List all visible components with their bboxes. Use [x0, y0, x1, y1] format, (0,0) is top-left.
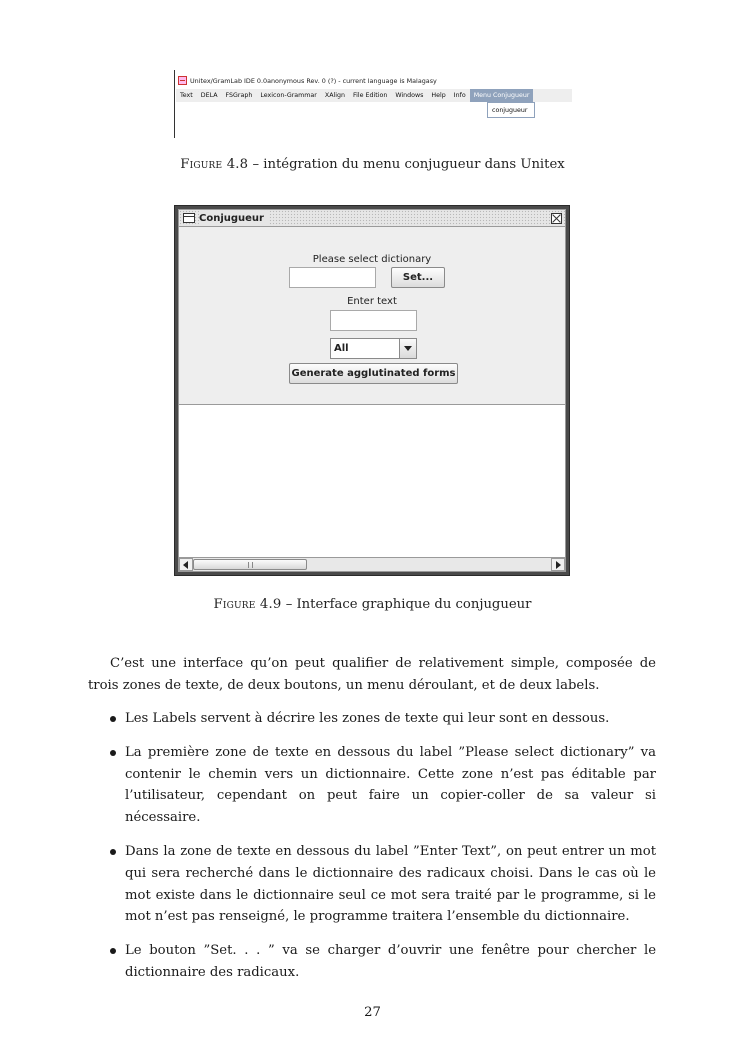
menu-info[interactable]: Info — [453, 92, 466, 99]
menu-fsgraph[interactable]: FSGraph — [225, 92, 253, 99]
page-number: 27 — [364, 1005, 381, 1020]
list-item — [88, 742, 656, 829]
filter-dropdown[interactable] — [330, 338, 417, 359]
caption-label: Figure 4.8 — [180, 157, 249, 172]
conjugueur-title-bar[interactable] — [179, 210, 565, 227]
enter-text-input[interactable] — [330, 310, 417, 331]
caption-text: – intégration du menu conjugueur dans Unitex — [248, 157, 565, 172]
unitex-menu-bar — [176, 89, 572, 102]
list-item-text: Dans la zone de texte en dessous du label ”Enter Text”, on peut entrer un mot qui sera recherché dans le dictionnaire des radicaux choisi. Dans le cas où le mot existe dans le dictionnaire seul ce mot sera traité par le programme, si le mot n’est pas renseigné, le programme traitera l’ensemble du dictionnaire. — [125, 843, 656, 925]
unitex-title-bar — [178, 74, 437, 87]
submenu-item-conjugueur[interactable]: conjugueur — [487, 102, 535, 118]
intro-paragraph — [88, 653, 656, 697]
menu-lexicon-grammar[interactable]: Lexicon-Grammar — [260, 92, 317, 99]
conjugueur-window-title: Conjugueur — [199, 211, 269, 226]
menu-help[interactable]: Help — [431, 92, 446, 99]
list-item-text: Les Labels servent à décrire les zones de texte qui leur sont en dessous. — [125, 711, 610, 726]
list-item — [88, 940, 656, 984]
bullet-icon — [110, 716, 116, 722]
chevron-down-icon[interactable] — [399, 339, 416, 358]
menu-text[interactable]: Text — [180, 92, 193, 99]
bullet-icon — [110, 849, 116, 855]
menu-xalign[interactable]: XAlign — [324, 92, 345, 99]
horizontal-scrollbar[interactable] — [179, 557, 565, 571]
output-text-area[interactable] — [179, 404, 565, 571]
intro-text: C’est une interface qu’on peut qualifier de relativement simple, composée de trois zones de texte, de deux boutons, un menu déroulant, et de deux labels. — [88, 656, 656, 693]
scroll-left-arrow-icon[interactable] — [179, 558, 193, 571]
generate-agglutinated-forms-button[interactable]: Generate agglutinated forms — [289, 363, 458, 384]
menu-conjugueur[interactable]: Menu Conjugueur — [470, 89, 534, 102]
scrollbar-thumb[interactable] — [193, 559, 307, 570]
conjugueur-window — [174, 205, 570, 576]
list-item-text: La première zone de texte en dessous du label ”Please select dictionary” va contenir le chemin vers un dictionnaire. Cette zone n’est pas éditable par l’utilisateur, cependant on peut faire un copier-coller de sa valeur si nécessaire. — [125, 744, 656, 826]
dropdown-value: All — [334, 343, 349, 354]
caption-text: – Interface graphique du conjugueur — [281, 597, 532, 612]
caption-label: Figure 4.9 — [213, 597, 282, 612]
list-item — [88, 841, 656, 928]
bullet-icon — [110, 750, 116, 756]
window-menu-icon[interactable] — [183, 213, 195, 223]
unitex-window-title: Unitex/GramLab IDE 0.0anonymous Rev. 0 (?) - current language is Malagasy — [190, 76, 437, 85]
description-list — [88, 708, 656, 996]
list-item-text: Le bouton ”Set. . . ” va se charger d’ouvrir une fenêtre pour chercher le dictionnaire des radicaux. — [125, 943, 656, 980]
menu-file-edition[interactable]: File Edition — [352, 92, 388, 99]
bullet-icon — [110, 948, 116, 954]
enter-text-label: Enter text — [347, 296, 397, 307]
menu-windows[interactable]: Windows — [395, 92, 424, 99]
close-icon[interactable] — [551, 213, 562, 224]
window-left-border — [174, 70, 175, 138]
figure-4-9-caption — [0, 597, 745, 612]
scroll-right-arrow-icon[interactable] — [551, 558, 565, 571]
list-item — [88, 708, 656, 730]
grip-icon — [248, 562, 253, 568]
figure-4-8-caption — [0, 157, 745, 172]
conjugueur-window-content — [178, 209, 566, 572]
dictionary-path-field[interactable] — [289, 267, 376, 288]
dictionary-label: Please select dictionary — [312, 254, 432, 265]
set-button[interactable]: Set... — [391, 267, 445, 288]
unitex-app-icon — [178, 76, 187, 85]
menu-dela[interactable]: DELA — [200, 92, 218, 99]
figure-4-8-screenshot — [174, 70, 574, 138]
